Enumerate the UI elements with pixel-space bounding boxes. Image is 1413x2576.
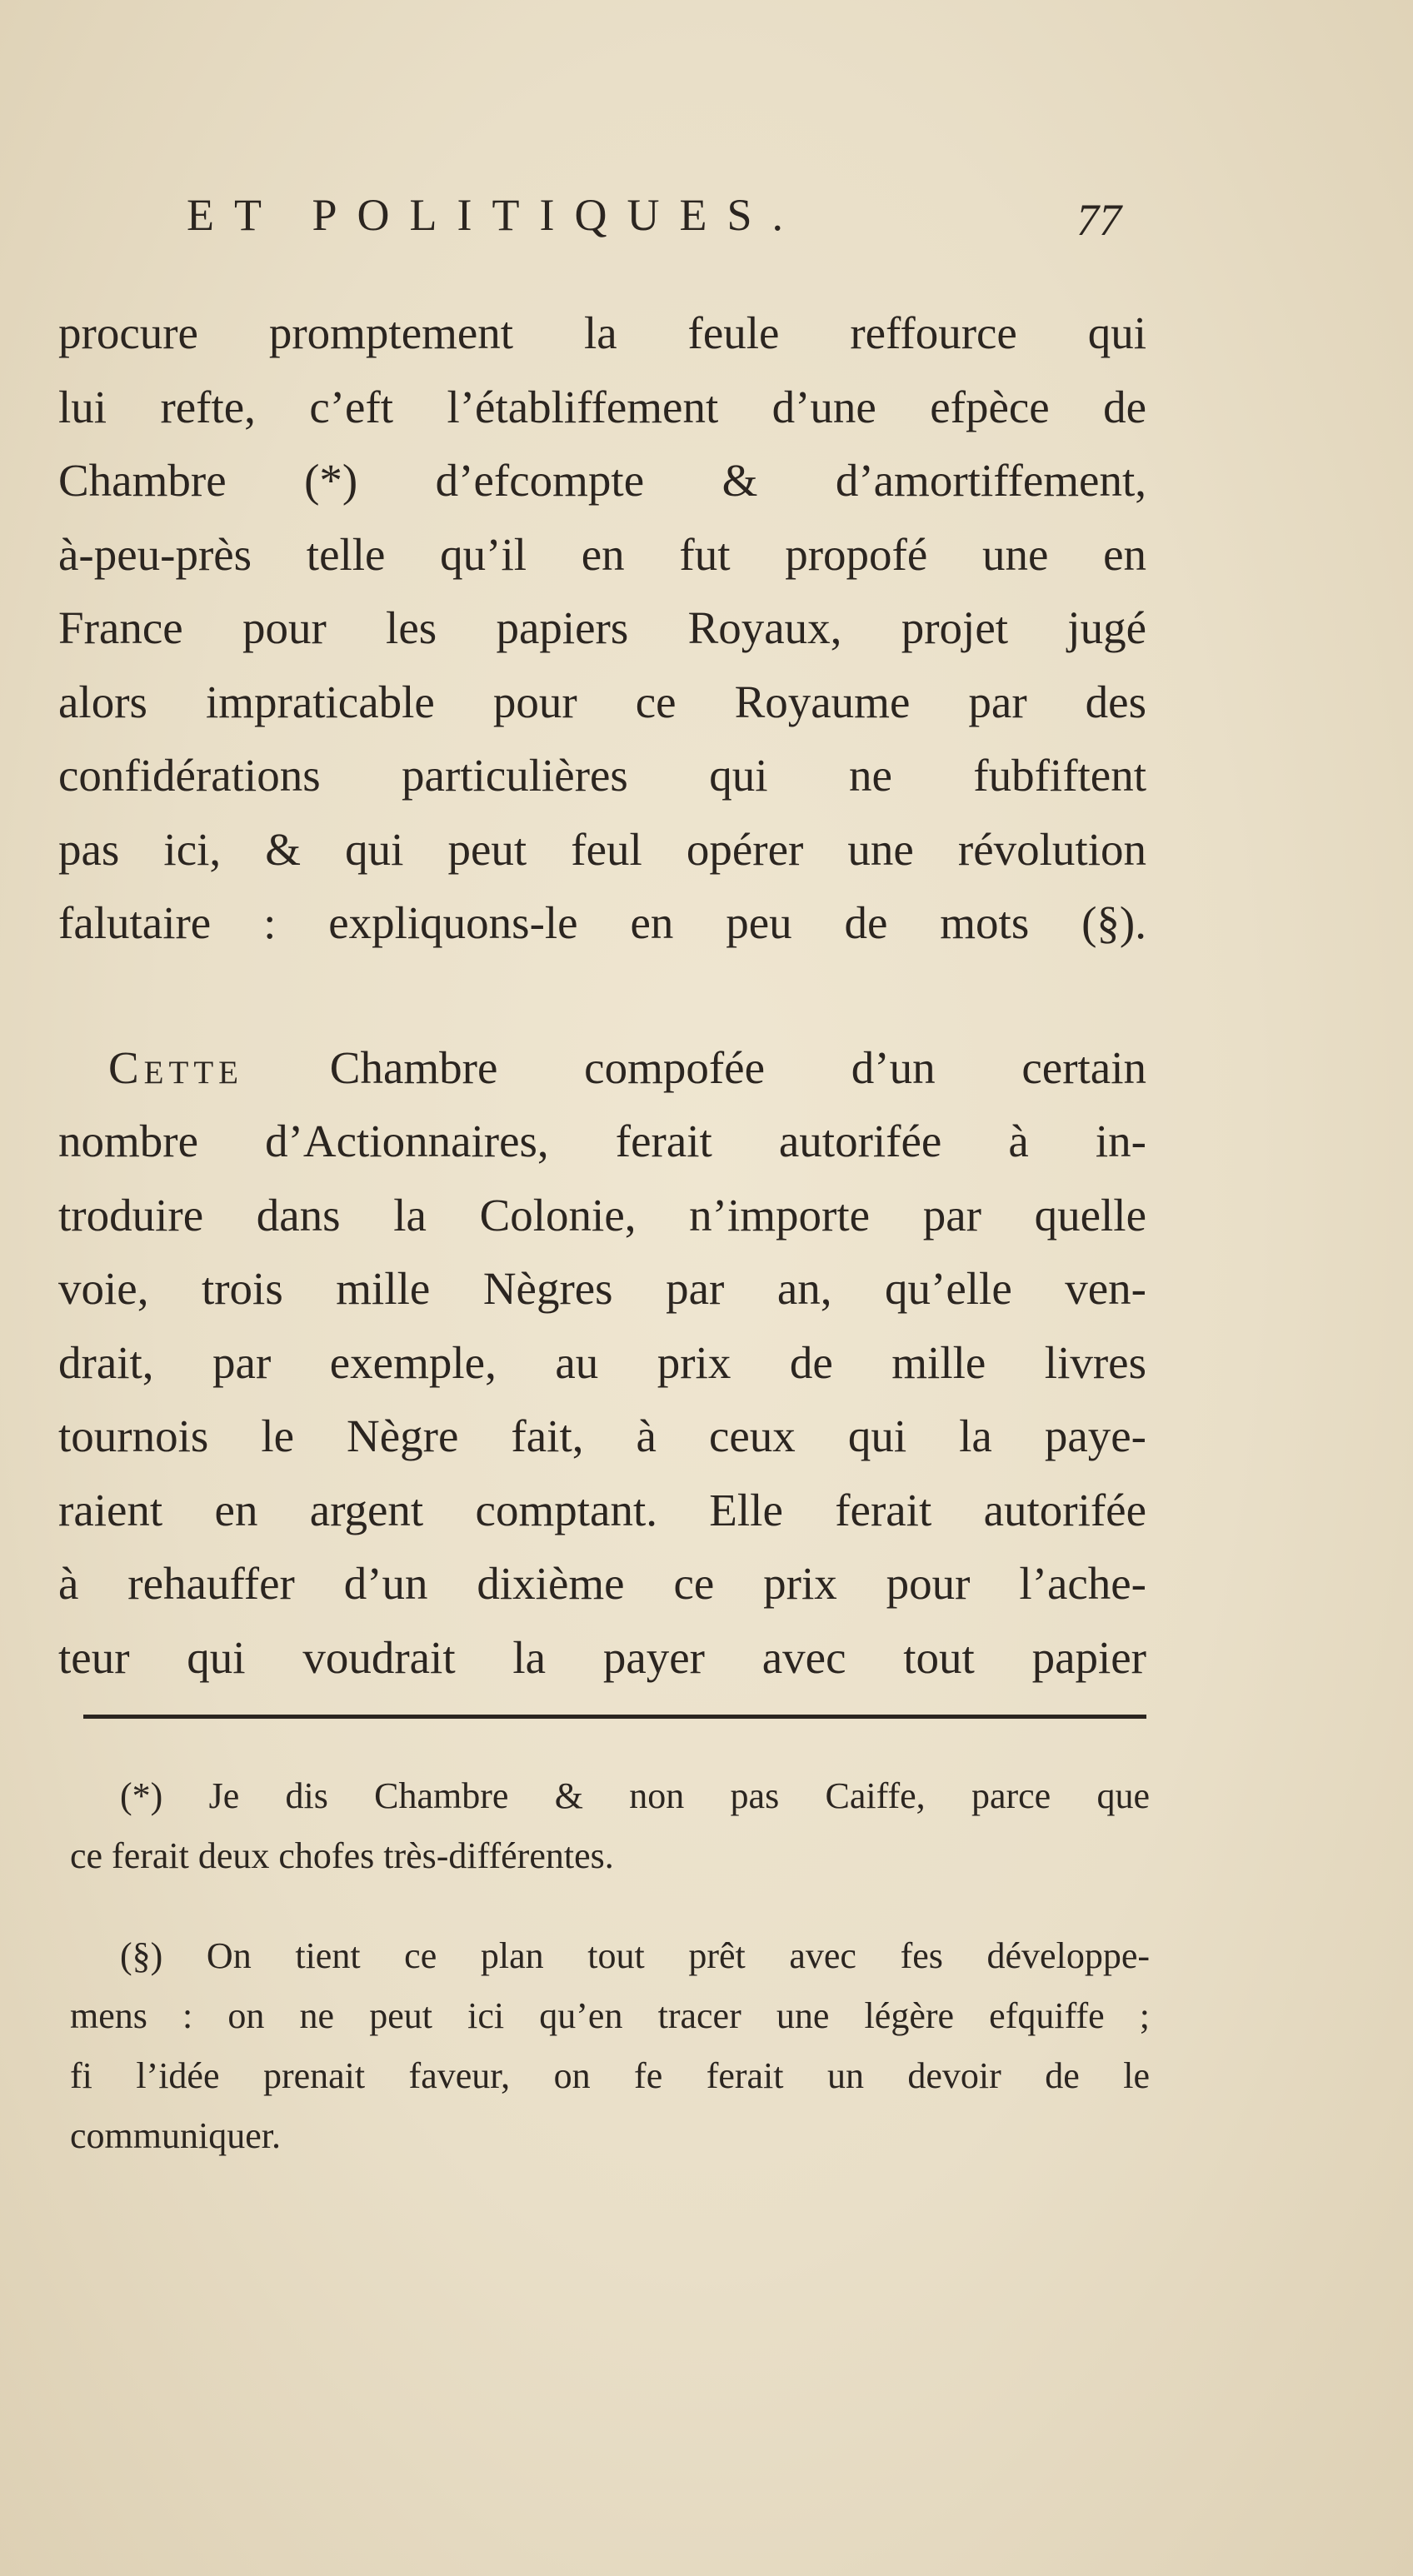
- text-line: Chambre (*) d’efcompte & d’amortiffement,: [58, 455, 1146, 506]
- footnote-line: fi l’idée prenait faveur, on fe ferait un devoir de le: [70, 2055, 1150, 2096]
- text-line: procure promptement la feule reffource qui: [58, 307, 1146, 358]
- text-line: voie, trois mille Nègres par an, qu’elle ven-: [58, 1263, 1146, 1314]
- text-line: lui refte, c’eft l’établiffement d’une efpèce de: [58, 381, 1146, 432]
- running-title: ET POLITIQUES.: [187, 190, 803, 240]
- page-header: [0, 182, 1413, 248]
- text-line: à-peu-près telle qu’il en fut propofé une en: [58, 528, 1146, 580]
- paragraph-opening-rest: Chambre compofée d’un certain: [242, 1041, 1146, 1093]
- footnote-line: (*) Je dis Chambre & non pas Caiffe, parce que: [120, 1775, 1150, 1816]
- text-line: nombre d’Actionnaires, ferait autorifée à in-: [58, 1116, 1146, 1166]
- text-line: raient en argent comptant. Elle ferait autorifée: [58, 1484, 1146, 1535]
- footnote-line: communiquer.: [70, 2115, 281, 2156]
- paragraph-gap: [58, 961, 1146, 1031]
- text-line: alors impraticable pour ce Royaume par des: [58, 676, 1146, 727]
- footnotes: [70, 1766, 1150, 2166]
- text-line: drait, par exemple, au prix de mille livres: [58, 1336, 1146, 1388]
- text-line: falutaire : expliquons-le en peu de mots (§).: [58, 897, 1146, 948]
- text-line: à rehauffer d’un dixième ce prix pour l’ache-: [58, 1558, 1146, 1609]
- paragraph-opening-line: [58, 1031, 1146, 1106]
- text-line: tournois le Nègre fait, à ceux qui la paye-: [58, 1410, 1146, 1461]
- text-line: troduire dans la Colonie, n’importe par quelle: [58, 1189, 1146, 1241]
- main-text: [58, 297, 1146, 1695]
- text-line: France pour les papiers Royaux, projet jugé: [58, 602, 1146, 653]
- text-line: confidérations particulières qui ne fubfiftent: [58, 750, 1146, 801]
- paragraph-lead-word: Cette: [108, 1041, 243, 1093]
- text-line: teur qui voudrait la payer avec tout papier: [58, 1631, 1146, 1683]
- page-number: 77: [1076, 195, 1121, 245]
- footnote-line: ce ferait deux chofes très-différentes.: [70, 1835, 614, 1876]
- footnote-gap: [70, 1886, 1150, 1926]
- footnote-rule: [83, 1715, 1146, 1719]
- footnote-line: mens : on ne peut ici qu’en tracer une légère efquiffe ;: [70, 1995, 1150, 2036]
- footnote-line: (§) On tient ce plan tout prêt avec fes développe-: [120, 1935, 1150, 1976]
- text-line: pas ici, & qui peut feul opérer une révolution: [58, 823, 1146, 875]
